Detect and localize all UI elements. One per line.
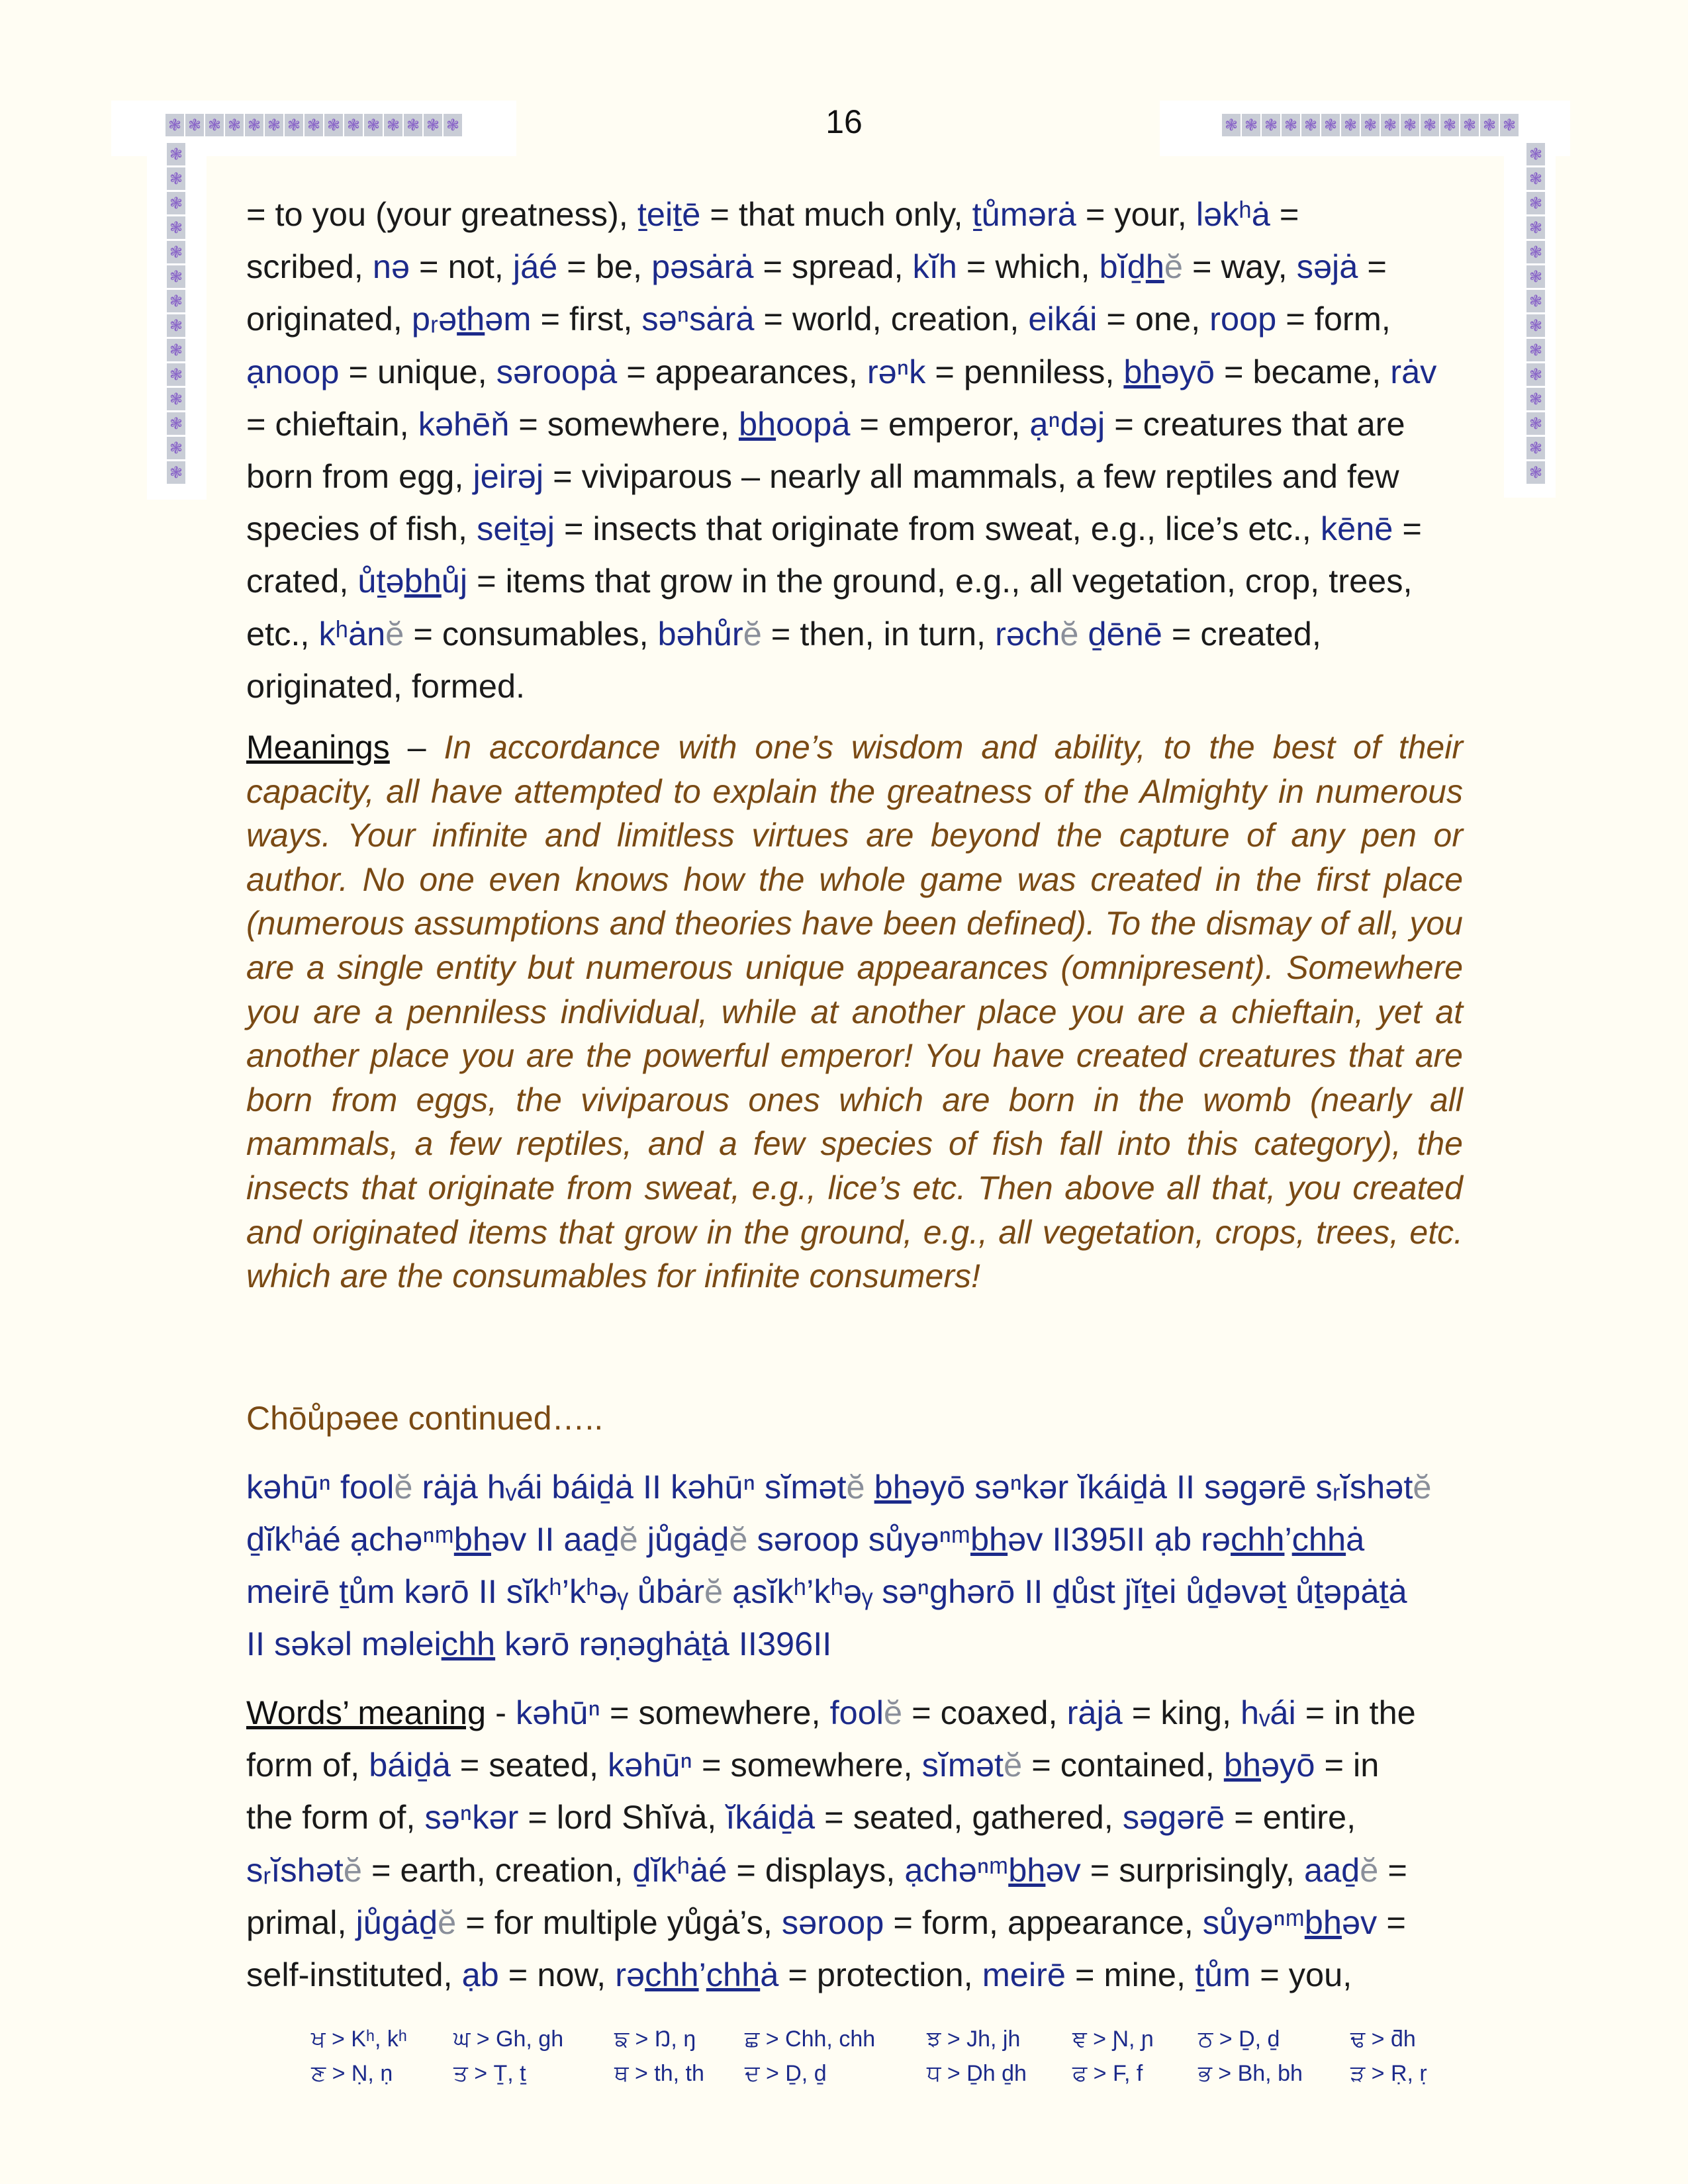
text-segment: bh [738, 404, 776, 443]
text-segment: ĕ [1413, 1468, 1432, 1506]
text-segment: əv II aaḏ [491, 1520, 620, 1558]
text-segment: ṯům [1195, 1956, 1251, 1994]
text-segment: ȧ [760, 1956, 779, 1994]
text-segment: = [1378, 1850, 1407, 1889]
text-segment: = emperor, [850, 404, 1030, 443]
text-segment: ’ [698, 1956, 706, 1994]
border-ornament-right [1526, 143, 1545, 484]
flower-ornament-icon: ❃ [344, 114, 363, 136]
glossary-top [246, 188, 1463, 712]
text-segment: = first, [531, 300, 642, 338]
flower-ornament-icon: ❃ [1526, 143, 1545, 165]
text-segment: ṯůmərȧ [972, 195, 1076, 233]
flower-ornament-icon: ❃ [167, 437, 185, 459]
words-meaning-line-6 [246, 1956, 1352, 1993]
text-segment: ĭkáiḏȧ [726, 1798, 816, 1837]
text-segment: kēnē [1320, 510, 1393, 548]
text-segment: th [457, 300, 485, 338]
text-segment: = you, [1250, 1956, 1352, 1994]
legend-item: ਛ > Chh, chh [745, 2026, 876, 2052]
legend-item: ਞ > Ɲ, ɲ [1072, 2026, 1154, 2052]
text-segment: = form, [1276, 300, 1391, 338]
text-segment [865, 1468, 874, 1506]
flower-ornament-icon: ❃ [167, 314, 185, 337]
glossary-line-3 [246, 300, 1391, 338]
flower-ornament-icon: ❃ [1262, 114, 1280, 136]
text-segment: h [1145, 248, 1164, 286]
text-segment: ĕ [743, 614, 762, 653]
text-segment: bəhůr [657, 614, 743, 653]
text-segment: ĕ [1164, 248, 1184, 286]
flower-ornament-icon: ❃ [1480, 114, 1499, 136]
text-segment: bh [1223, 1746, 1261, 1784]
text-segment: = in the [1295, 1694, 1416, 1731]
text-segment: = to you (your greatness), [246, 195, 637, 233]
flower-ornament-icon: ❃ [1526, 314, 1545, 337]
text-segment: = somewhere, [692, 1746, 922, 1784]
glossary-line-9 [246, 615, 1321, 653]
flower-ornament-icon: ❃ [1282, 114, 1300, 136]
text-segment: jáé [512, 248, 558, 286]
flower-ornament-icon: ❃ [167, 339, 185, 361]
glossary-line-7 [246, 510, 1422, 547]
text-segment: rȧv [1390, 352, 1437, 390]
text-segment: = [1393, 510, 1422, 548]
text-segment: kəhūⁿ fool [246, 1468, 395, 1506]
text-segment: = earth, creation, [361, 1850, 633, 1889]
words-meaning-line-2 [246, 1746, 1379, 1784]
text-segment: = seated, [450, 1746, 608, 1784]
flower-ornament-icon: ❃ [167, 412, 185, 435]
text-segment: ĕ [1360, 1850, 1379, 1889]
words-meaning-line-3 [246, 1798, 1356, 1836]
text-segment: ṯeiṯē [637, 195, 701, 233]
flower-ornament-icon: ❃ [167, 265, 185, 288]
text-segment: chh [706, 1956, 761, 1994]
flower-ornament-icon: ❃ [1526, 339, 1545, 361]
flower-ornament-icon: ❃ [1500, 114, 1519, 136]
flower-ornament-icon: ❃ [1440, 114, 1459, 136]
legend-item: ਝ > Jh, jh [927, 2026, 1021, 2052]
text-segment: səroopȧ [496, 352, 618, 390]
words-meaning-line-5 [246, 1903, 1406, 1941]
text-segment: - [486, 1694, 516, 1731]
glossary-line-1 [246, 195, 1299, 233]
words-meaning-paragraph [246, 1686, 1463, 2001]
flower-ornament-icon: ❃ [364, 114, 383, 136]
flower-ornament-icon: ❃ [225, 114, 244, 136]
text-segment: = surprisingly, [1080, 1850, 1304, 1889]
text-segment: = became, [1214, 352, 1391, 390]
flower-ornament-icon: ❃ [1242, 114, 1260, 136]
text-segment: səjȧ [1296, 248, 1358, 286]
flower-ornament-icon: ❃ [1341, 114, 1360, 136]
flower-ornament-icon: ❃ [167, 363, 185, 386]
text-segment: chh [1291, 1520, 1346, 1558]
flower-ornament-icon: ❃ [1301, 114, 1320, 136]
legend-item: ਤ > Ṯ, ṯ [453, 2061, 526, 2086]
legend-item: ਭ > Bh, bh [1198, 2061, 1303, 2086]
text-segment: crated, [246, 562, 358, 600]
flower-ornament-icon: ❃ [1526, 241, 1545, 263]
text-segment: = now, [498, 1956, 616, 1994]
verse-line-4 [246, 1625, 831, 1662]
flower-ornament-icon: ❃ [404, 114, 422, 136]
meanings-dash: – [389, 729, 444, 766]
text-segment: ĕ [438, 1903, 457, 1941]
text-segment: = mine, [1065, 1956, 1196, 1994]
text-segment: = items that grow in the ground, e.g., all vegetation, crop, trees, [467, 562, 1413, 600]
text-segment: ĕ [884, 1694, 903, 1731]
text-segment: scribed, [246, 248, 373, 286]
text-segment: aaḏ [1304, 1850, 1360, 1889]
text-segment: əyō [1160, 352, 1215, 390]
words-meaning-line-4 [246, 1851, 1407, 1889]
text-segment: səgərē [1122, 1798, 1225, 1837]
glossary-line-5 [246, 405, 1405, 443]
text-segment: ḏēnē [1088, 614, 1162, 653]
legend-item: ਥ > th, th [614, 2061, 704, 2086]
flower-ornament-icon: ❃ [167, 143, 185, 165]
flower-ornament-icon: ❃ [265, 114, 283, 136]
text-segment: = lord Shĭvȧ, [518, 1798, 726, 1837]
text-segment: the form of, [246, 1798, 425, 1837]
flower-ornament-icon: ❃ [167, 290, 185, 312]
text-segment: ĕ [704, 1572, 724, 1610]
text-segment: = way, [1183, 248, 1297, 286]
text-segment: = which, [957, 248, 1100, 286]
text-segment: = that much only, [700, 195, 972, 233]
flower-ornament-icon: ❃ [167, 167, 185, 190]
glossary-line-10 [246, 667, 525, 705]
text-segment: = appearances, [617, 352, 867, 390]
text-segment: nə [372, 248, 410, 286]
meanings-text: In accordance with one’s wisdom and ability, to the best of their capacity, all have attempted to explain the greatness of the Almighty in numerous ways. Your infinite and limitless virtues are beyond the capture of any pen or author. No one even knows how the whole game was created in the first place (numerous assumptions and theories have been defined). To the dismay of all, you are a single entity but numerous unique appearances (omnipresent). Somewhere you are a penniless individual, while at another place you are a chieftain, yet at another place you are the powerful emperor! You have created creatures that are born from eggs, the viviparous ones which are born in the womb (nearly all mammals, a few reptiles, and a few species of fish fall into this category), the insects that originate from sweat, e.g., lice’s etc. Then above all that, you created and originated items that grow in the ground, e.g., all vegetation, crops, trees, etc. which are the consumables for infinite consumers! [246, 729, 1463, 1295]
text-segment: səⁿsȧrȧ [641, 300, 755, 338]
text-segment: əv [1341, 1903, 1378, 1941]
text-segment: = unique, [339, 352, 496, 390]
text-segment: rȧjȧ hᵥái báiḏȧ II kəhūⁿ sĭmət [412, 1468, 847, 1506]
text-segment: chh [441, 1625, 496, 1662]
text-segment: = [1358, 248, 1387, 286]
text-segment: = created, [1162, 614, 1321, 653]
text-segment: sᵣĭshət [246, 1850, 344, 1889]
meanings-section [246, 725, 1463, 1298]
text-segment: báiḏȧ [369, 1746, 451, 1784]
text-segment: = penniless, [925, 352, 1124, 390]
text-segment: bh [1008, 1850, 1046, 1889]
text-segment: jůgȧḏ [637, 1520, 729, 1558]
flower-ornament-icon: ❃ [1401, 114, 1419, 136]
text-segment: rəⁿk [867, 352, 926, 390]
flower-ornament-icon: ❃ [324, 114, 343, 136]
text-segment: pəsȧrȧ [651, 248, 754, 286]
text-segment: originated, formed. [246, 666, 526, 705]
verse-paragraph [246, 1461, 1463, 1670]
text-segment: ləkʰȧ [1196, 195, 1270, 233]
flower-ornament-icon: ❃ [1361, 114, 1380, 136]
verse-line-3 [246, 1572, 1407, 1610]
flower-ornament-icon: ❃ [185, 114, 204, 136]
text-segment: meirē [982, 1956, 1066, 1994]
text-segment: əm [485, 300, 532, 338]
text-segment: ĕ [846, 1468, 865, 1506]
flower-ornament-icon: ❃ [285, 114, 303, 136]
text-segment: kərō rəṇəghȧṯȧ II396II [495, 1625, 832, 1662]
flower-ornament-icon: ❃ [167, 388, 185, 410]
text-segment: meirē ṯům kərō II sĭkʰ’kʰəᵧ ůbȧr [246, 1572, 705, 1610]
flower-ornament-icon: ❃ [245, 114, 263, 136]
text-segment: fool [829, 1694, 884, 1731]
text-segment: seiṯəj [477, 510, 555, 548]
text-segment: ĕ [385, 614, 404, 653]
continued-heading: Chōůpəee continued….. [246, 1400, 604, 1437]
text-segment: primal, [246, 1903, 356, 1941]
meanings-paragraph [246, 725, 1463, 1298]
text-segment: = viviparous – nearly all mammals, a few reptiles and few [543, 457, 1399, 496]
text-segment: ạb [461, 1956, 499, 1994]
verse-section [246, 1461, 1463, 1670]
text-segment: kəhūⁿ [608, 1746, 692, 1784]
text-segment: = creatures that are [1105, 404, 1405, 443]
text-segment: rə [615, 1956, 645, 1994]
text-segment: jůgȧḏ [355, 1903, 438, 1941]
legend-item: ਦ > Ḏ, ḏ [745, 2061, 827, 2086]
legend-item: ਣ > Ṇ, ṇ [311, 2061, 393, 2086]
text-segment: = world, creation, [754, 300, 1029, 338]
text-segment: ĕ [619, 1520, 638, 1558]
flower-ornament-icon: ❃ [424, 114, 442, 136]
text-segment: ĕ [729, 1520, 748, 1558]
text-segment: = chieftain, [246, 404, 418, 443]
glossary-line-2 [246, 248, 1387, 285]
flower-ornament-icon: ❃ [167, 241, 185, 263]
text-segment: chh [1231, 1520, 1285, 1558]
text-segment: = consumables, [404, 614, 658, 653]
text-segment: bh [970, 1520, 1008, 1558]
border-ornament-top-right [1222, 114, 1519, 136]
text-segment: = form, appearance, [884, 1903, 1203, 1941]
flower-ornament-icon: ❃ [444, 114, 462, 136]
text-segment: ĕ [1060, 614, 1079, 653]
text-segment [1078, 615, 1088, 653]
verse-line-2 [246, 1520, 1364, 1558]
text-segment: = displays, [727, 1850, 905, 1889]
text-segment: ḏĭkʰȧé ạchəⁿᵐ [246, 1520, 454, 1558]
flower-ornament-icon: ❃ [1421, 114, 1439, 136]
flower-ornament-icon: ❃ [167, 192, 185, 214]
flower-ornament-icon: ❃ [1222, 114, 1241, 136]
text-segment: = entire, [1225, 1798, 1356, 1837]
flower-ornament-icon: ❃ [1526, 192, 1545, 214]
text-segment: ’ [1284, 1520, 1292, 1558]
border-ornament-left [167, 143, 185, 484]
verse-line-1 [246, 1468, 1431, 1506]
text-segment: = somewhere, [600, 1694, 830, 1731]
text-segment: born from egg, [246, 457, 473, 496]
text-segment: = be, [557, 248, 652, 286]
text-segment: = [1270, 195, 1299, 233]
text-segment: = contained, [1022, 1746, 1224, 1784]
text-segment: bĭḏ [1099, 248, 1146, 286]
text-segment: originated, [246, 300, 412, 338]
text-segment: ůj [441, 562, 468, 600]
text-segment: rȧjȧ [1066, 1694, 1123, 1731]
text-segment: = then, in turn, [761, 614, 996, 653]
text-segment: ạⁿdəj [1029, 404, 1105, 443]
text-segment: əyō [1261, 1746, 1315, 1784]
legend-item: ਢ > ƌh [1350, 2026, 1416, 2052]
text-segment: jeirəj [473, 457, 544, 496]
text-segment: = king, [1122, 1694, 1241, 1731]
flower-ornament-icon: ❃ [384, 114, 402, 136]
text-segment: = in [1315, 1746, 1380, 1784]
text-segment: II səkəl məlei [246, 1625, 442, 1662]
text-segment: roop [1209, 300, 1277, 338]
flower-ornament-icon: ❃ [205, 114, 224, 136]
text-segment: bh [453, 1520, 491, 1558]
text-segment: = your, [1076, 195, 1196, 233]
text-segment: oopȧ [776, 404, 851, 443]
flower-ornament-icon: ❃ [1526, 412, 1545, 435]
text-segment: = for multiple yůgȧ’s, [456, 1903, 782, 1941]
text-segment: bh [1123, 352, 1161, 390]
text-segment: bh [404, 562, 442, 600]
flower-ornament-icon: ❃ [1526, 363, 1545, 386]
flower-ornament-icon: ❃ [1526, 216, 1545, 239]
flower-ornament-icon: ❃ [1526, 290, 1545, 312]
text-segment: sůyəⁿᵐ [1202, 1903, 1305, 1941]
glossary-line-8 [246, 562, 1413, 600]
border-ornament-top-left [165, 114, 462, 136]
text-segment: ůṯə [357, 562, 404, 600]
legend-item: ਘ > Gh, gh [453, 2026, 564, 2052]
flower-ornament-icon: ❃ [1321, 114, 1340, 136]
text-segment: ạsĭkʰ’kʰəᵧ səⁿghərō II ḏůst jĭṯei ůḏəvəṯ ůṯəpȧṯȧ [723, 1572, 1407, 1610]
text-segment: self-instituted, [246, 1956, 462, 1994]
text-segment: hᵥái [1241, 1694, 1296, 1731]
text-segment: etc., [246, 614, 319, 653]
glossary-line-6 [246, 457, 1399, 495]
text-segment: səroop sůyəⁿᵐ [747, 1520, 970, 1558]
words-meaning-heading: Words’ meaning [246, 1694, 487, 1731]
flower-ornament-icon: ❃ [167, 461, 185, 484]
legend-item: ਠ > Ḏ, ḏ [1198, 2026, 1280, 2052]
flower-ornament-icon: ❃ [1526, 265, 1545, 288]
text-segment: = one, [1097, 300, 1210, 338]
text-segment: = spread, [753, 248, 913, 286]
text-segment: kʰȧn [318, 614, 386, 653]
text-segment: bh [1304, 1903, 1342, 1941]
text-segment: form of, [246, 1746, 369, 1784]
flower-ornament-icon: ❃ [1460, 114, 1479, 136]
flower-ornament-icon: ❃ [1526, 167, 1545, 190]
text-segment: = seated, gathered, [815, 1798, 1123, 1837]
flower-ornament-icon: ❃ [305, 114, 323, 136]
text-segment: kĭh [912, 248, 957, 286]
legend-item: ਙ > Ŋ, ŋ [614, 2026, 696, 2052]
words-meaning-section [246, 1686, 1463, 2001]
words-meaning-line-1 [486, 1694, 1416, 1731]
flower-ornament-icon: ❃ [1526, 388, 1545, 410]
text-segment: ȧ [1346, 1520, 1365, 1558]
text-segment: ạnoop [246, 352, 340, 390]
text-segment: səroop [781, 1903, 884, 1941]
legend-item: ਖ > Kʰ, kʰ [311, 2026, 407, 2052]
text-segment: ạchəⁿᵐ [904, 1850, 1009, 1889]
text-segment: = insects that originate from sweat, e.g., lice’s etc., [554, 510, 1321, 548]
flower-ornament-icon: ❃ [167, 216, 185, 239]
text-segment: sĭmət [921, 1746, 1004, 1784]
legend-item: ੜ > Ṛ, ṛ [1350, 2061, 1427, 2086]
flower-ornament-icon: ❃ [165, 114, 184, 136]
page-number: 16 [825, 103, 863, 140]
glossary-paragraph [246, 188, 1463, 712]
text-segment: əyō səⁿkər ĭkáiḏȧ II səgərē sᵣĭshət [911, 1468, 1413, 1506]
text-segment: səⁿkər [424, 1798, 519, 1837]
flower-ornament-icon: ❃ [1381, 114, 1399, 136]
flower-ornament-icon: ❃ [1526, 461, 1545, 484]
text-segment: ĕ [343, 1850, 362, 1889]
legend-item: ਫ > F, f [1072, 2061, 1143, 2086]
meanings-heading: Meanings [246, 729, 390, 766]
text-segment: = somewhere, [509, 404, 739, 443]
flower-ornament-icon: ❃ [1526, 437, 1545, 459]
text-segment: ĕ [394, 1468, 413, 1506]
text-segment: bh [874, 1468, 912, 1506]
text-segment: = [1377, 1903, 1406, 1941]
text-segment: rəch [995, 614, 1060, 653]
continued-section [246, 1399, 1463, 1437]
legend-item: ਧ > Ḏh ḏh [927, 2061, 1027, 2086]
text-segment: = coaxed, [902, 1694, 1067, 1731]
text-segment: = protection, [778, 1956, 982, 1994]
text-segment: kəhēň [418, 404, 510, 443]
text-segment: species of fish, [246, 510, 477, 548]
text-segment: əv II395II ạb rə [1008, 1520, 1231, 1558]
text-segment: ĕ [1004, 1746, 1023, 1784]
text-segment: chh [645, 1956, 699, 1994]
text-segment: ḏĭkʰȧé [632, 1850, 727, 1889]
text-segment: = not, [410, 248, 513, 286]
text-segment: əv [1045, 1850, 1081, 1889]
glossary-line-4 [246, 353, 1436, 390]
text-segment: kəhūⁿ [515, 1694, 600, 1731]
text-segment: pᵣə [411, 300, 457, 338]
text-segment: eikái [1028, 300, 1098, 338]
